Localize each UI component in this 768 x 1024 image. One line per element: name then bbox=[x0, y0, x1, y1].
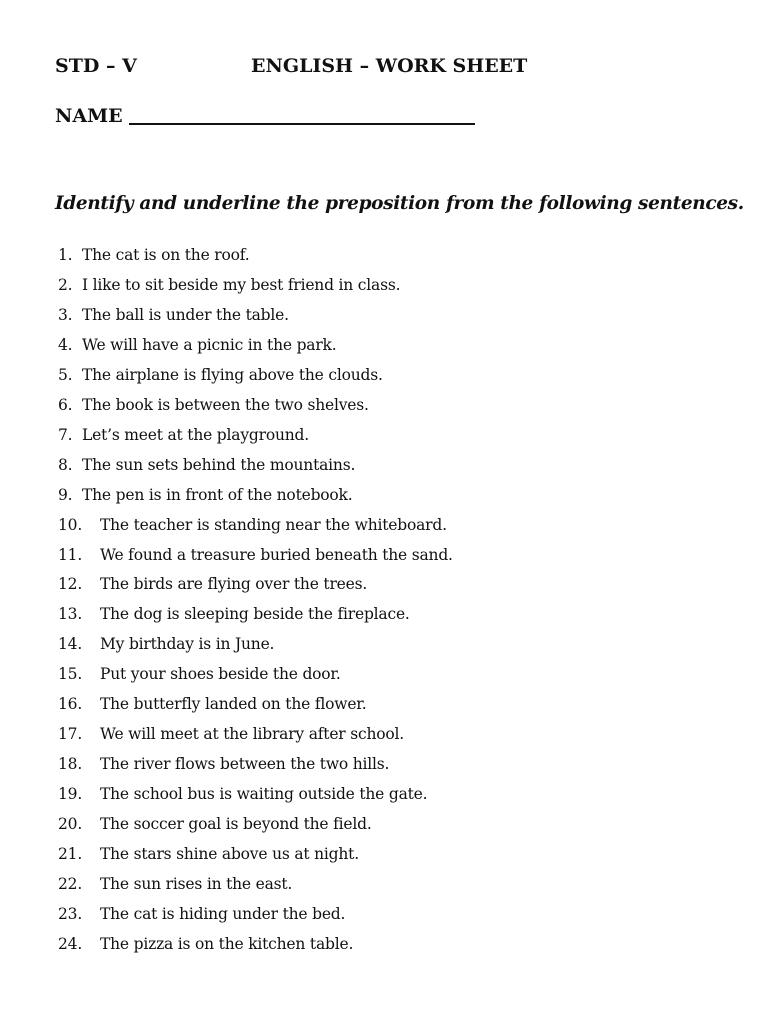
question-sentence: My birthday is in June. bbox=[100, 635, 275, 654]
question-number: 12. bbox=[58, 575, 83, 594]
question-sentence: The stars shine above us at night. bbox=[100, 845, 359, 864]
question-sentence: The soccer goal is beyond the field. bbox=[100, 815, 372, 834]
question-sentence: The airplane is flying above the clouds. bbox=[82, 365, 383, 384]
question-number: 8. bbox=[58, 455, 73, 474]
name-blank-line bbox=[129, 123, 475, 125]
question-sentence: We will meet at the library after school. bbox=[100, 725, 405, 744]
instruction-text: Identify and underline the preposition from the following sentences. bbox=[55, 193, 744, 214]
class-standard-label: STD – V bbox=[55, 55, 137, 77]
question-number: 14. bbox=[58, 635, 83, 654]
question-sentence: The cat is on the roof. bbox=[82, 246, 250, 264]
question-number: 16. bbox=[58, 695, 83, 714]
question-number: 18. bbox=[58, 755, 83, 774]
question-sentence: The pen is in front of the notebook. bbox=[82, 485, 353, 504]
question-number: 7. bbox=[58, 425, 73, 444]
question-number: 5. bbox=[58, 365, 73, 384]
question-number: 23. bbox=[58, 904, 83, 923]
question-number: 4. bbox=[58, 335, 73, 354]
name-field-row bbox=[55, 103, 475, 129]
question-sentence: The sun sets behind the mountains. bbox=[82, 455, 356, 474]
question-number: 19. bbox=[58, 785, 83, 804]
question-sentence: Let’s meet at the playground. bbox=[82, 425, 309, 444]
question-sentence: The sun rises in the east. bbox=[100, 875, 293, 894]
question-sentence: The teacher is standing near the whiteboard. bbox=[100, 515, 447, 534]
question-number: 6. bbox=[58, 395, 73, 414]
question-number: 13. bbox=[58, 605, 83, 624]
question-number: 11. bbox=[58, 545, 83, 564]
question-sentence: Put your shoes beside the door. bbox=[100, 665, 341, 684]
question-number: 20. bbox=[58, 815, 83, 834]
question-sentence: The ball is under the table. bbox=[82, 305, 289, 324]
question-sentence: The book is between the two shelves. bbox=[82, 395, 369, 414]
question-sentence: The dog is sleeping beside the fireplace. bbox=[100, 605, 410, 624]
name-label: NAME bbox=[55, 105, 123, 127]
question-number: 17. bbox=[58, 725, 83, 744]
question-sentence: We found a treasure buried beneath the sand. bbox=[100, 545, 453, 564]
question-number: 10. bbox=[58, 515, 83, 534]
question-number: 15. bbox=[58, 665, 83, 684]
question-sentence: The birds are flying over the trees. bbox=[100, 575, 368, 594]
worksheet-title: ENGLISH – WORK SHEET bbox=[251, 55, 528, 77]
question-number: 1. bbox=[58, 246, 73, 264]
question-sentence: I like to sit beside my best friend in class. bbox=[82, 275, 401, 294]
question-number: 9. bbox=[58, 485, 73, 504]
question-number: 22. bbox=[58, 875, 83, 894]
question-number: 24. bbox=[58, 934, 83, 953]
question-sentence: The pizza is on the kitchen table. bbox=[100, 934, 354, 953]
question-sentence: The river flows between the two hills. bbox=[100, 755, 390, 774]
question-sentence: The school bus is waiting outside the gate. bbox=[100, 785, 428, 804]
question-sentence: The cat is hiding under the bed. bbox=[100, 904, 346, 923]
question-number: 21. bbox=[58, 845, 83, 864]
question-number: 2. bbox=[58, 275, 73, 294]
question-sentence: We will have a picnic in the park. bbox=[82, 335, 337, 354]
question-number: 3. bbox=[58, 305, 73, 324]
question-sentence: The butterfly landed on the flower. bbox=[100, 695, 367, 714]
